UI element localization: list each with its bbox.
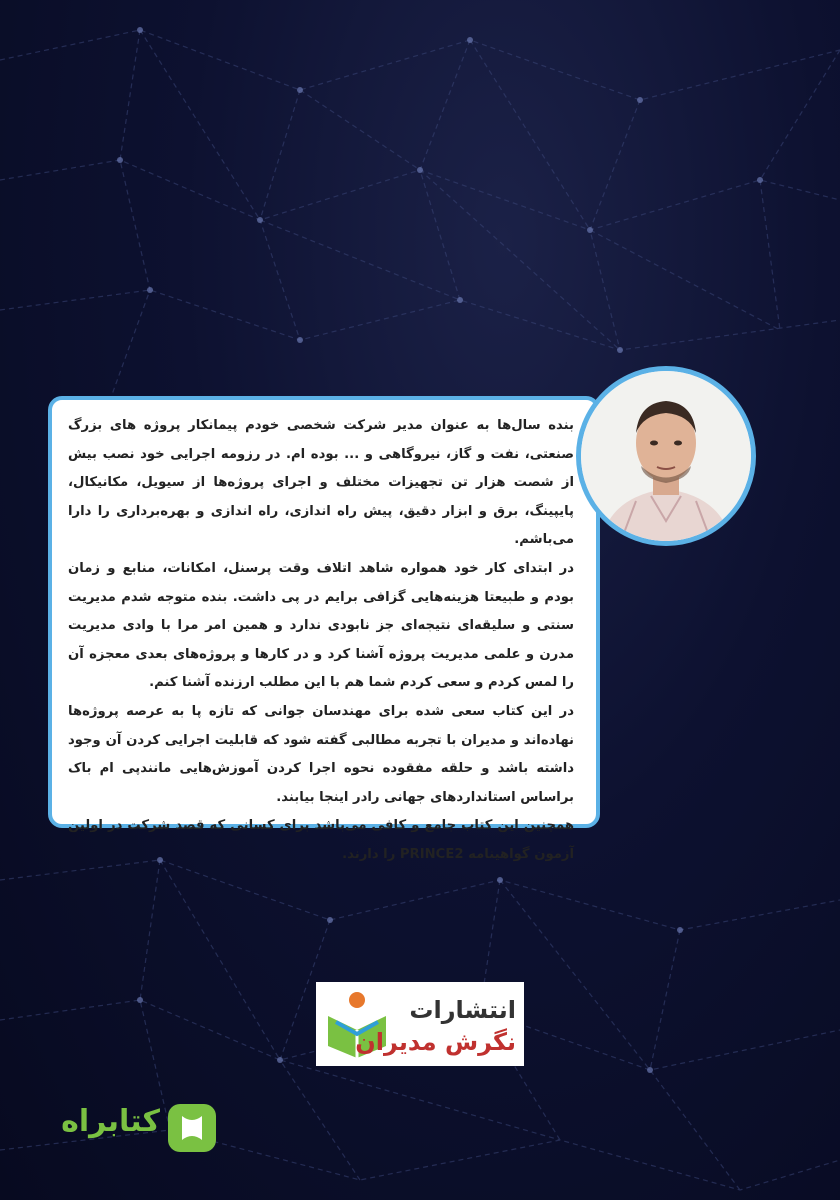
ketabrah-logo <box>42 1098 218 1160</box>
author-bio-card <box>48 396 600 862</box>
publisher-name-line1: انتشارات <box>409 996 516 1024</box>
ketabrah-book-icon <box>166 1102 218 1154</box>
author-bio-text <box>68 412 574 870</box>
ketabrah-label: کتابراه <box>61 1104 160 1139</box>
author-photo <box>576 366 756 546</box>
bio-paragraph: در ابتدای کار خود همواره شاهد اتلاف وقت پرسنل، امکانات، منابع و زمان بودم و طبیعتا هزینه‌هایی گزافی برایم در پی داشت. بنده متوجه شدم مدیریت سنتی و سلیقه‌ای نتیجه‌ای جز نابودی ندارد و همین امر مرا با وادی مدیریت مدرن و علمی مدیریت پروژه آشنا کرد و در کارها و پروژه‌های بعدی معجزه آن را لمس کردم و سعی کردم شما هم با این مطلب ارزنده آشنا کنم. <box>68 560 574 691</box>
bio-paragraph: بنده سال‌ها به عنوان مدیر شرکت شخصی خودم پیمانکار پروژه های بزرگ صنعتی، نفت و گاز، نیروگاهی و ... بوده ام. در رزومه اجرایی خود نصب بیش از شصت هزار تن تجهیزات مختلف و اجرای پروژه‌ها از سیویل، مکانیکال، پایپینگ، برق و ابزار دقیق، پیش راه اندازی، راه اندازی و بهره‌برداری را دارا می‌باشم. <box>68 418 574 548</box>
bio-paragraph: در این کتاب سعی شده برای مهندسان جوانی که تازه پا به عرصه پروژه‌ها نهاده‌اند و مدیران با تجربه مطالبی گفته شود که قابلیت اجرایی کردن آن وجود داشته باشد و حلقه مفقوده نحوه اجرا کردن آموزش‌هایی مانندپی ام باک براساس استانداردهای جهانی رادر اینجا بیابند. <box>68 703 574 805</box>
publisher-logo <box>316 982 524 1066</box>
bio-paragraph: همچنین این کتاب جامع و کافی می‌باشد برای کسانی که قصد شرکت در اولین آزمون گواهینامه PRINCE2 را دارند. <box>68 818 574 862</box>
publisher-name-line2: نگرش مدیران <box>355 1028 516 1056</box>
author-portrait-icon <box>581 371 751 541</box>
